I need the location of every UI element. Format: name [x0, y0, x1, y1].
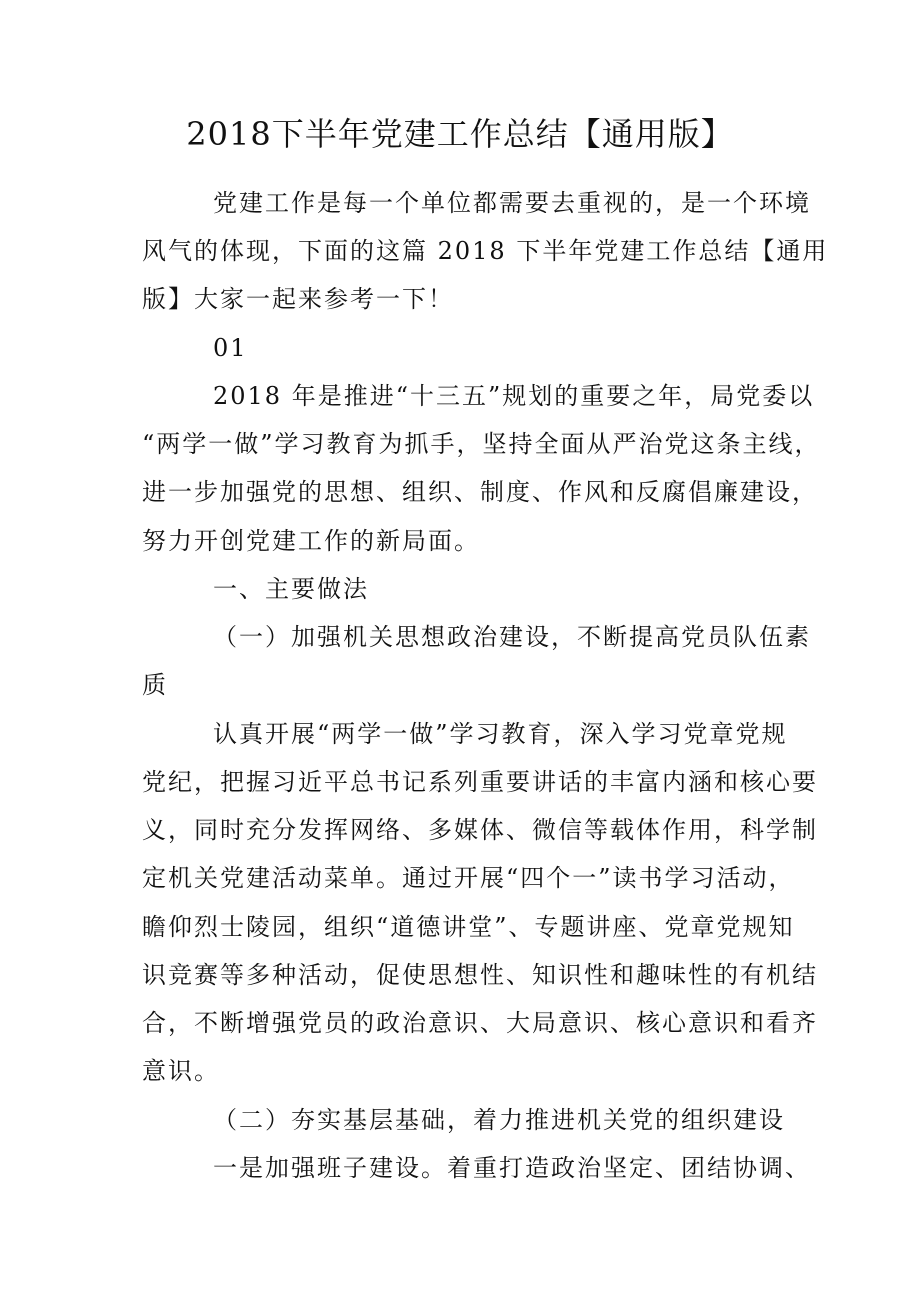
subsection-heading: （一）加强机关思想政治建设，不断提高党员队伍素	[213, 623, 811, 651]
subsection-heading: 质	[142, 671, 168, 699]
subsection-heading: （二）夯实基层基础，着力推进机关党的组织建设	[213, 1106, 785, 1134]
paragraph-line: 认真开展“两学一做”学习教育，深入学习党章党规	[213, 720, 788, 748]
paragraph-line: 风气的体现，下面的这篇 2018 下半年党建工作总结【通用	[142, 237, 829, 265]
paragraph-line: 努力开创党建工作的新局面。	[142, 527, 480, 555]
paragraph-line: 进一步加强党的思想、组织、制度、作风和反腐倡廉建设，	[142, 478, 818, 506]
paragraph-line: 定机关党建活动菜单。通过开展“四个一”读书学习活动，	[142, 864, 795, 892]
paragraph-line: 一是加强班子建设。着重打造政治坚定、团结协调、	[213, 1154, 811, 1182]
paragraph-line: 版】大家一起来参考一下！	[142, 285, 454, 313]
paragraph-line: 党纪，把握习近平总书记系列重要讲话的丰富内涵和核心要	[142, 768, 818, 796]
paragraph-line: 识竞赛等多种活动，促使思想性、知识性和趣味性的有机结	[142, 961, 818, 989]
paragraph-line: 意识。	[142, 1057, 220, 1085]
paragraph-line: 2018 年是推进“十三五”规划的重要之年，局党委以	[213, 382, 815, 410]
paragraph-line: 合，不断增强党员的政治意识、大局意识、核心意识和看齐	[142, 1009, 818, 1037]
paragraph-line: “两学一做”学习教育为抓手，坚持全面从严治党这条主线，	[142, 430, 821, 458]
section-heading: 一、主要做法	[213, 575, 369, 603]
paragraph-line: 义，同时充分发挥网络、多媒体、微信等载体作用，科学制	[142, 816, 818, 844]
document-title: 2018下半年党建工作总结【通用版】	[186, 115, 734, 153]
paragraph-line: 党建工作是每一个单位都需要去重视的，是一个环境	[213, 189, 811, 217]
section-number: 01	[213, 334, 248, 362]
paragraph-line: 瞻仰烈士陵园，组织“道德讲堂”、专题讲座、党章党规知	[142, 913, 795, 941]
